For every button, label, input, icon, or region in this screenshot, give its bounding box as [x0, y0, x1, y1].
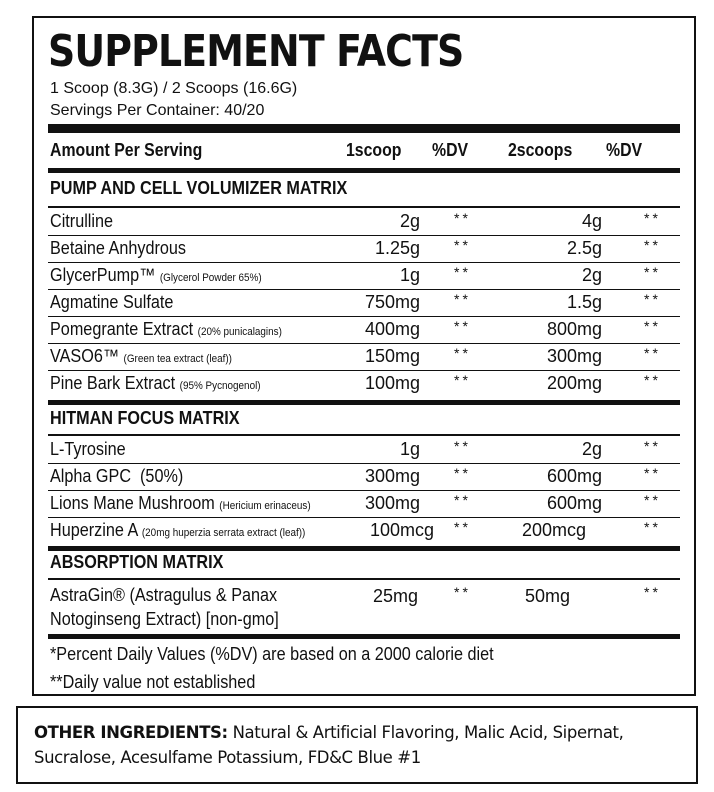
nutrient-name: Huperzine A (20mg huperzia serrata extract (leaf)): [50, 520, 306, 540]
nutrient-note: (95% Pycnogenol): [179, 380, 261, 392]
nutrient-row: [48, 208, 680, 235]
header-dv-2: %DV: [606, 140, 643, 160]
amount-two-scoops: 50mg: [524, 586, 570, 606]
dv-one-scoop: **: [454, 237, 471, 253]
amount-two-scoops: 200mcg: [521, 520, 586, 540]
nutrient-row: [48, 463, 680, 490]
nutrient-note: (Green tea extract (leaf)): [123, 353, 232, 365]
dv-one-scoop: **: [454, 492, 471, 508]
amount-two-scoops: 800mg: [546, 319, 602, 339]
dv-two-scoops: **: [644, 210, 661, 226]
nutrient-row: [48, 517, 680, 544]
nutrient-name: GlycerPump™ (Glycerol Powder 65%): [50, 265, 262, 285]
nutrient-name: Citrulline: [50, 211, 114, 231]
header-dv-1: %DV: [432, 140, 469, 160]
nutrient-row: [48, 343, 680, 370]
section-title-pump: PUMP AND CELL VOLUMIZER MATRIX: [50, 178, 348, 198]
supplement-facts-panel: [32, 16, 696, 696]
amount-two-scoops: 4g: [581, 211, 602, 231]
nutrient-name: AstraGin® (Astragulus & Panax Notoginseng Extract) [non-gmo]: [50, 585, 279, 629]
dv-two-scoops: **: [644, 372, 661, 388]
section-title-focus: HITMAN FOCUS MATRIX: [50, 408, 240, 428]
header-two-scoops: 2scoops: [508, 140, 573, 160]
amount-one-scoop: 1.25g: [374, 238, 420, 258]
other-ingredients-text: Natural & Artificial Flavoring, Malic Acid, Sipernat, Sucralose, Acesulfame Potassium, FD&C Blue #1: [34, 723, 624, 767]
amount-one-scoop: 1g: [399, 439, 420, 459]
servings-per-container: Servings Per Container: 40/20: [50, 102, 265, 119]
dv-two-scoops: **: [644, 519, 661, 535]
nutrient-row: [48, 235, 680, 262]
footnote-not-established: **Daily value not established: [50, 672, 256, 692]
amount-one-scoop: 300mg: [364, 466, 420, 486]
amount-one-scoop: 400mg: [364, 319, 420, 339]
dv-one-scoop: **: [454, 438, 471, 454]
nutrient-name: Betaine Anhydrous: [50, 238, 187, 258]
dv-two-scoops: **: [644, 584, 661, 600]
dv-two-scoops: **: [644, 492, 661, 508]
header-one-scoop: 1scoop: [346, 140, 402, 160]
dv-two-scoops: **: [644, 345, 661, 361]
amount-two-scoops: 600mg: [546, 466, 602, 486]
nutrient-row: [48, 316, 680, 343]
other-ingredients-box: [16, 706, 698, 784]
thick-divider: [48, 124, 680, 133]
dv-two-scoops: **: [644, 465, 661, 481]
dv-one-scoop: **: [454, 291, 471, 307]
medium-divider: [48, 168, 680, 173]
footnote-dv: *Percent Daily Values (%DV) are based on a 2000 calorie diet: [50, 644, 494, 664]
amount-two-scoops: 2g: [581, 265, 602, 285]
amount-one-scoop: 100mcg: [369, 520, 434, 540]
amount-two-scoops: 2g: [581, 439, 602, 459]
dv-two-scoops: **: [644, 318, 661, 334]
amount-one-scoop: 25mg: [372, 586, 418, 606]
amount-one-scoop: 750mg: [364, 292, 420, 312]
amount-two-scoops: 200mg: [546, 373, 602, 393]
amount-two-scoops: 600mg: [546, 493, 602, 513]
nutrient-row: [48, 262, 680, 289]
amount-one-scoop: 1g: [399, 265, 420, 285]
nutrient-note: (Glycerol Powder 65%): [159, 272, 262, 284]
serving-size: 1 Scoop (8.3G) / 2 Scoops (16.6G): [50, 80, 298, 97]
panel-title: SUPPLEMENT FACTS: [48, 26, 464, 77]
header-amount: Amount Per Serving: [50, 140, 203, 160]
dv-two-scoops: **: [644, 264, 661, 280]
nutrient-name: Agmatine Sulfate: [50, 292, 174, 312]
amount-one-scoop: 100mg: [364, 373, 420, 393]
nutrient-name: Pine Bark Extract (95% Pycnogenol): [50, 373, 261, 393]
amount-two-scoops: 2.5g: [566, 238, 602, 258]
nutrient-name: VASO6™ (Green tea extract (leaf)): [50, 346, 232, 366]
amount-one-scoop: 2g: [399, 211, 420, 231]
amount-two-scoops: 1.5g: [566, 292, 602, 312]
dv-one-scoop: **: [454, 372, 471, 388]
nutrient-note: (20% punicalagins): [197, 326, 282, 338]
nutrient-row: [48, 436, 680, 463]
nutrient-name: Lions Mane Mushroom (Hericium erinaceus): [50, 493, 311, 513]
section-thick-divider: [48, 400, 680, 405]
other-ingredients-label: OTHER INGREDIENTS:: [34, 723, 228, 742]
nutrient-name: Pomegrante Extract (20% punicalagins): [50, 319, 282, 339]
dv-one-scoop: **: [454, 345, 471, 361]
nutrient-row: [48, 580, 680, 632]
amount-two-scoops: 300mg: [546, 346, 602, 366]
dv-two-scoops: **: [644, 291, 661, 307]
nutrient-name: L-Tyrosine: [50, 439, 126, 459]
dv-one-scoop: **: [454, 584, 471, 600]
other-ingredients: [34, 720, 682, 770]
nutrient-note: (Hericium erinaceus): [219, 500, 311, 512]
section-thick-divider: [48, 546, 680, 551]
nutrient-row: [48, 370, 680, 397]
nutrient-name: Alpha GPC (50%): [50, 466, 184, 486]
section-title-absorption: ABSORPTION MATRIX: [50, 552, 224, 572]
footer-thick-divider: [48, 634, 680, 639]
dv-one-scoop: **: [454, 318, 471, 334]
amount-one-scoop: 150mg: [364, 346, 420, 366]
dv-one-scoop: **: [454, 210, 471, 226]
dv-two-scoops: **: [644, 237, 661, 253]
nutrient-note: (20mg huperzia serrata extract (leaf)): [141, 527, 306, 539]
amount-one-scoop: 300mg: [364, 493, 420, 513]
dv-one-scoop: **: [454, 465, 471, 481]
nutrient-row: [48, 289, 680, 316]
dv-one-scoop: **: [454, 264, 471, 280]
dv-one-scoop: **: [454, 519, 471, 535]
nutrient-row: [48, 490, 680, 517]
dv-two-scoops: **: [644, 438, 661, 454]
